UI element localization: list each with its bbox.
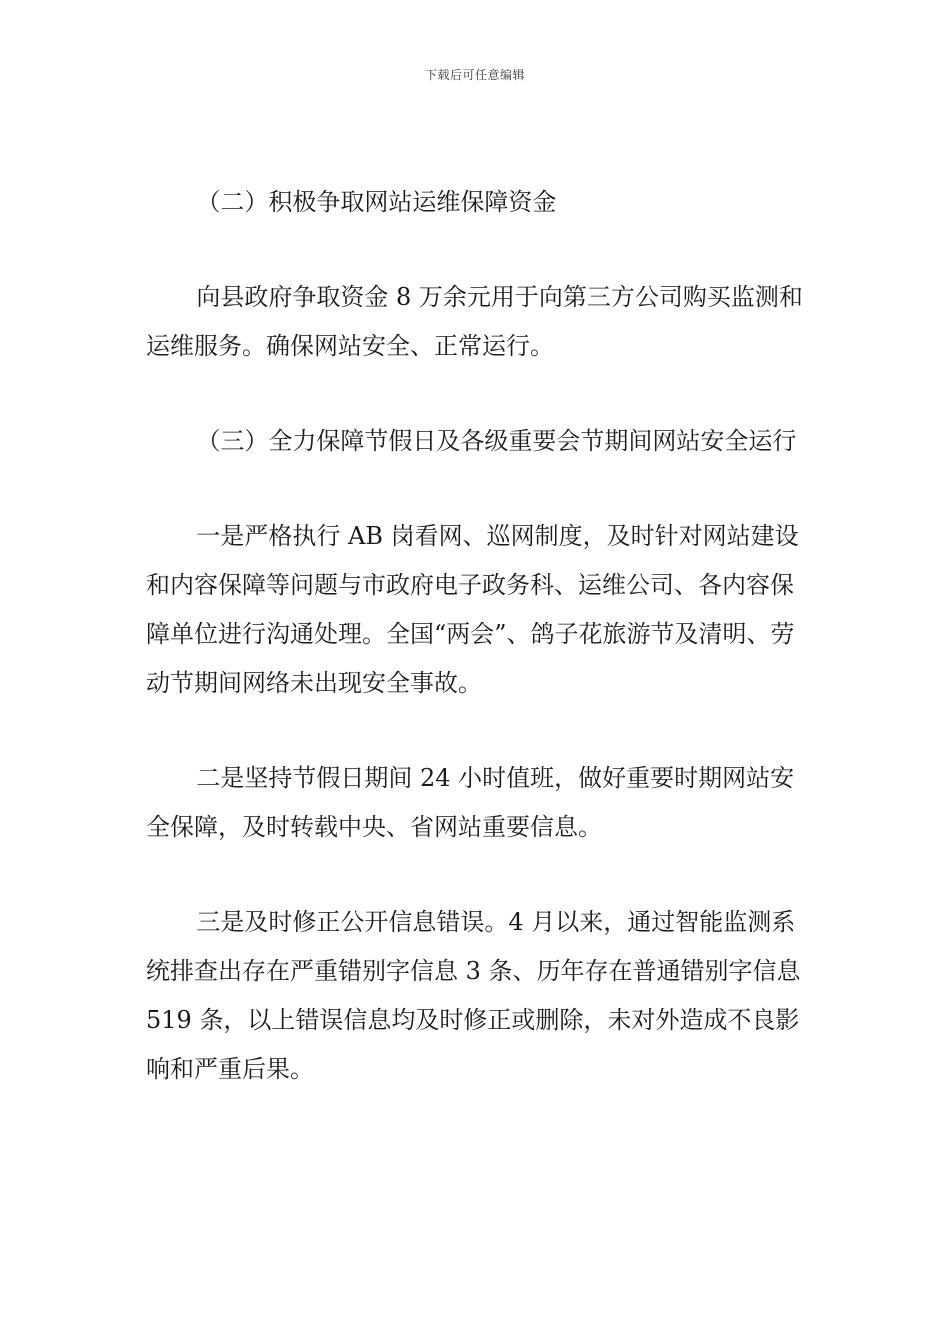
- section-heading-2: （二）积极争取网站运维保障资金: [196, 188, 557, 216]
- paragraph-funding: 向县政府争取资金 8 万余元用于向第三方公司购买监测和运维服务。确保网站安全、正常运行。: [146, 283, 803, 360]
- paragraph-1: 一是严格执行 AB 岗看网、巡网制度，及时针对网站建设和内容保障等问题与市政府电子政务科、运维公司、各内容保障单位进行沟通处理。全国“两会”、鸽子花旅游节及清明、劳动节期间网络未出现安全事故。: [146, 522, 799, 697]
- paragraph-3: 三是及时修正公开信息错误。4 月以来，通过智能监测系统排查出存在严重错别字信息 3 条、历年存在普通错别字信息 519 条，以上错误信息均及时修正或删除，未对外造成不良影响和严重后果。: [146, 908, 801, 1083]
- document-body: [146, 178, 810, 1094]
- section-heading-3: （三）全力保障节假日及各级重要会节期间网站安全运行: [196, 427, 797, 455]
- header-note: 下载后可任意编辑: [424, 68, 525, 82]
- paragraph-2: 二是坚持节假日期间 24 小时值班，做好重要时期网站安全保障，及时转载中央、省网站重要信息。: [146, 764, 795, 841]
